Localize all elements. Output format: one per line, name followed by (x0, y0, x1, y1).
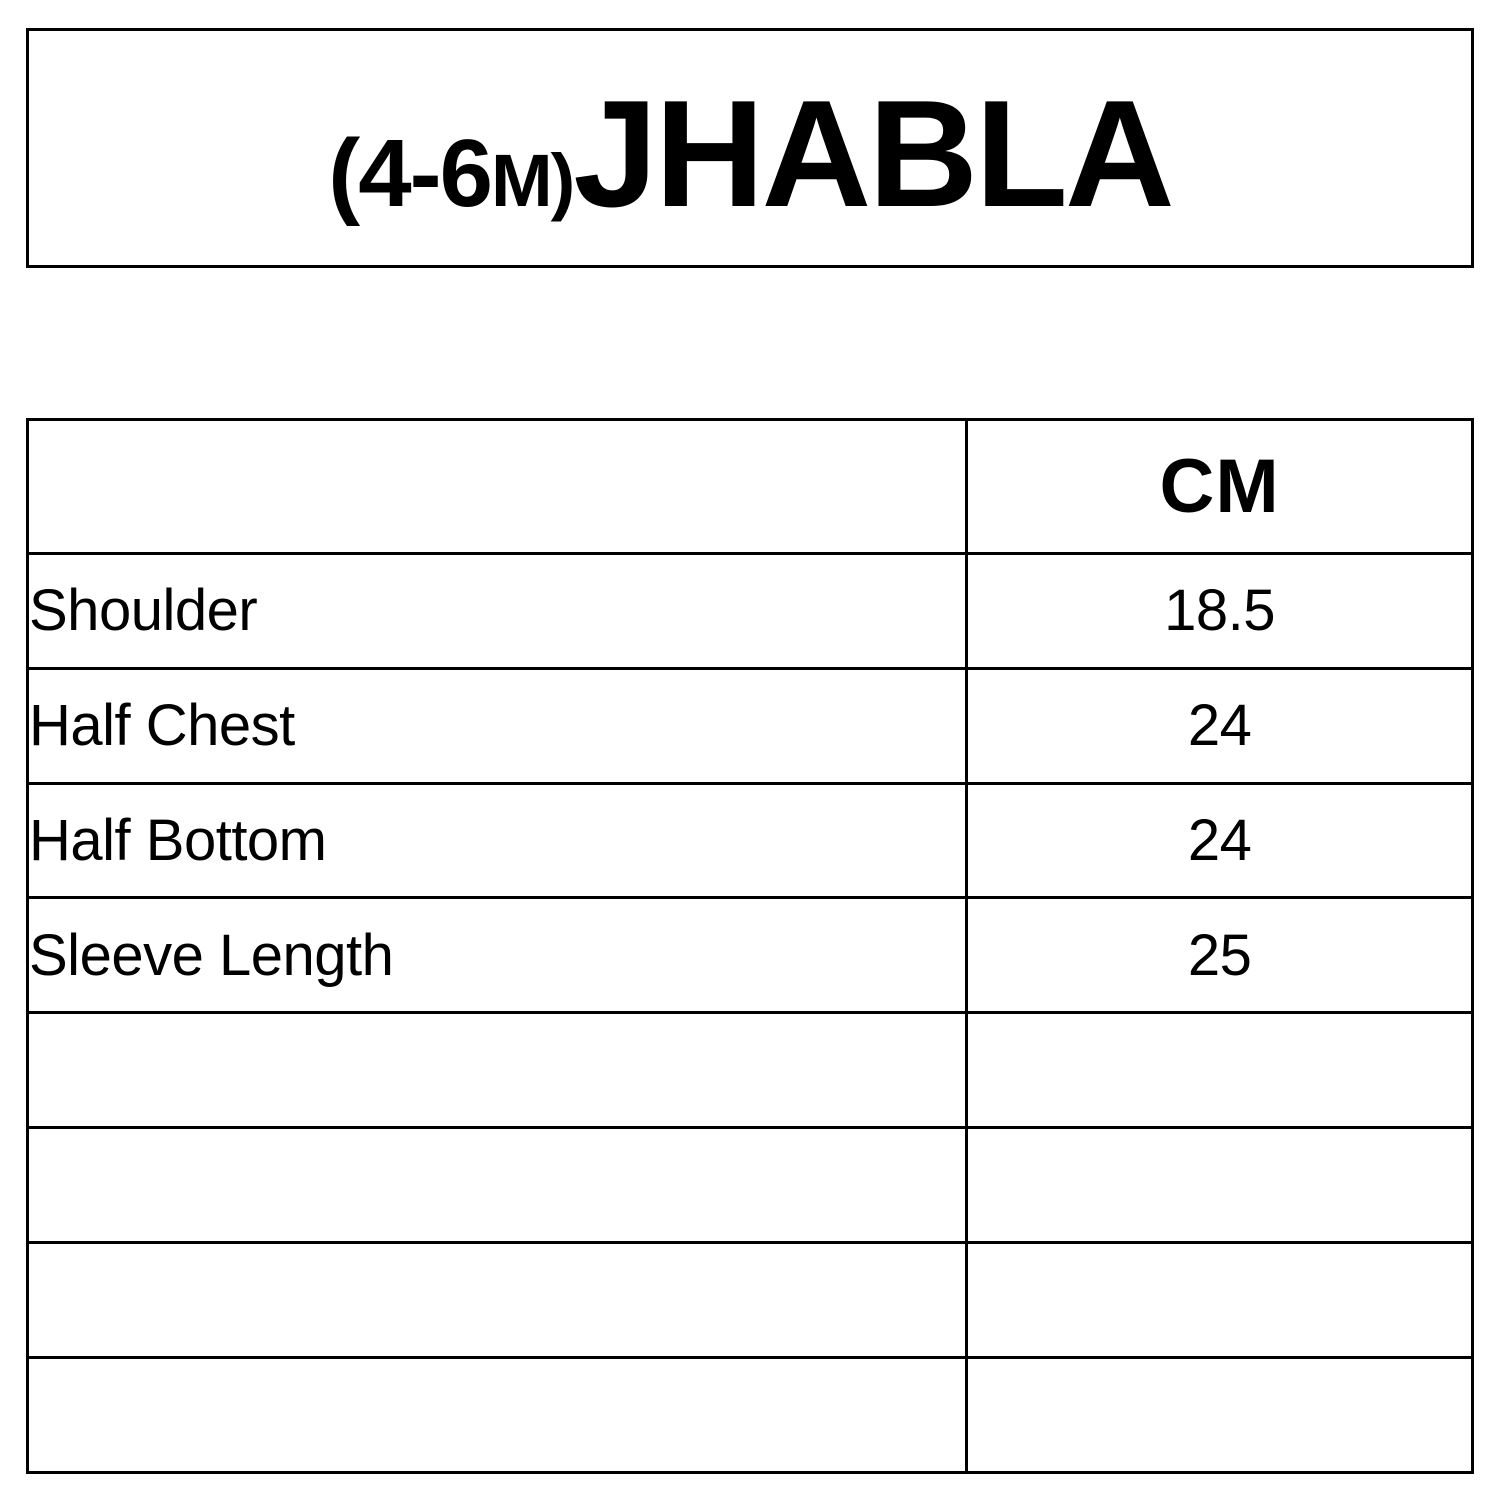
table-row-empty (28, 1013, 1473, 1128)
measurement-label: Half Bottom (28, 783, 967, 898)
measurement-value: 24 (967, 668, 1473, 783)
measurement-value (967, 1358, 1473, 1473)
measurement-value: 25 (967, 898, 1473, 1013)
table-row-empty (28, 1243, 1473, 1358)
table-header-row (28, 420, 1473, 554)
title-box (26, 28, 1474, 268)
header-blank-cell (28, 420, 967, 554)
measurement-value: 18.5 (967, 553, 1473, 668)
size-range-unit: M) (490, 139, 574, 222)
table-row (28, 783, 1473, 898)
title-line (328, 69, 1172, 239)
measurement-label (28, 1013, 967, 1128)
table-row (28, 668, 1473, 783)
table-row-empty (28, 1128, 1473, 1243)
measurement-value (967, 1243, 1473, 1358)
measurement-table (26, 418, 1474, 1474)
measurement-label: Sleeve Length (28, 898, 967, 1013)
measurement-value (967, 1128, 1473, 1243)
measurement-label (28, 1358, 967, 1473)
garment-name: JHABLA (573, 69, 1172, 239)
measurement-label: Half Chest (28, 668, 967, 783)
measurement-label (28, 1128, 967, 1243)
measurement-label (28, 1243, 967, 1358)
measurement-value: 24 (967, 783, 1473, 898)
table-row (28, 898, 1473, 1013)
measurement-value (967, 1013, 1473, 1128)
size-range-value: (4-6 (328, 120, 491, 227)
measurement-label: Shoulder (28, 553, 967, 668)
table-row (28, 553, 1473, 668)
size-range-text (328, 120, 574, 227)
table-row-empty (28, 1358, 1473, 1473)
measurement-table-wrapper (26, 418, 1474, 1474)
header-unit-cell: CM (967, 420, 1473, 554)
